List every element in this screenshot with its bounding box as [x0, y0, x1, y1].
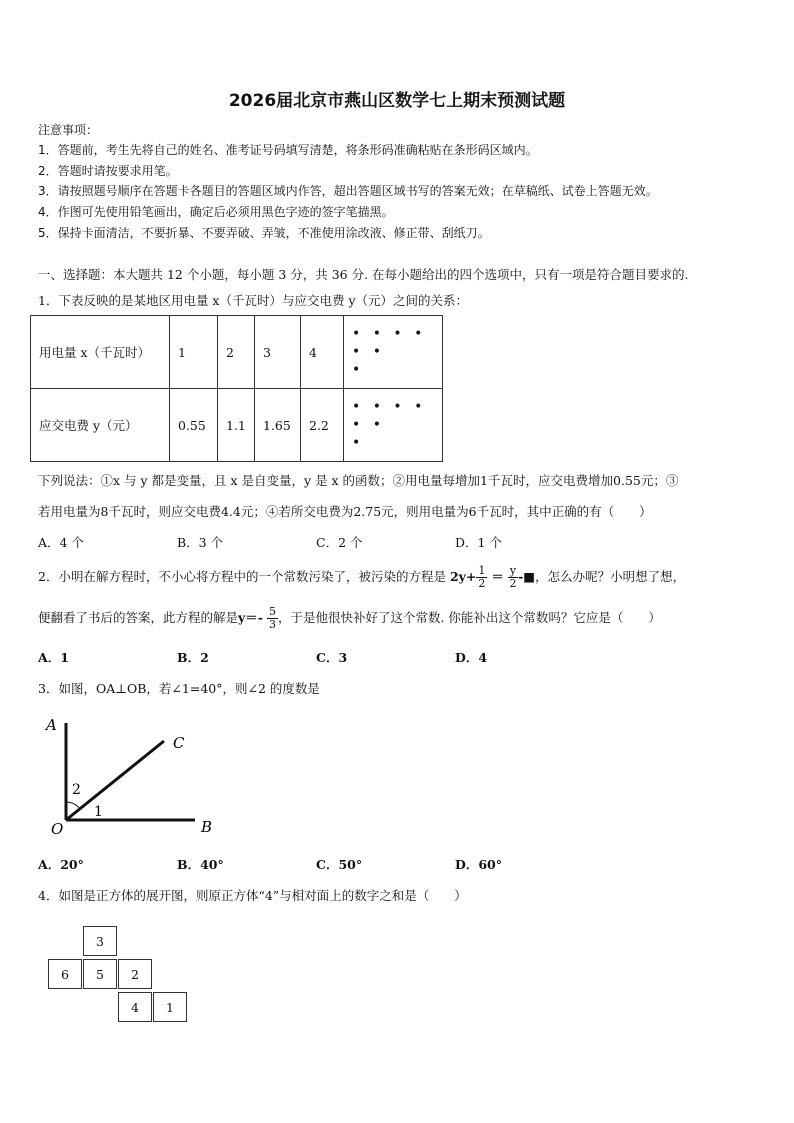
q1-option-c: C．2 个 [316, 535, 363, 550]
q1-statement-line: 下列说法：①x 与 y 都是变量，且 x 是自变量，y 是 x 的函数；②用电量每增加1千瓦时，应交电费增加0.55元；③ [38, 473, 679, 488]
notice-item: 1．答题前，考生先将自己的姓名、准考证号码填写清楚，将条形码准确粘贴在条形码区域内。 [38, 143, 538, 157]
q2-equation-right: -■ [518, 569, 536, 584]
label-angle-2: 2 [72, 782, 81, 798]
fraction: $\frac{1}{2}$ [478, 564, 486, 590]
q2-text: ，于是他很快补好了这个常数. 你能补出这个常数吗？它应是（ ） [277, 610, 661, 625]
q2-equation-left: 2y+ [449, 569, 477, 584]
q2-text: 2．小明在解方程时，不小心将方程中的一个常数污染了，被污染的方程是 [38, 569, 446, 584]
q2-equation-equals: ＝ [491, 569, 504, 584]
net-cell: 6 [48, 959, 82, 989]
q1-statement-line: 若用电量为8千瓦时，则应交电费4.4元；④若所交电费为2.75元，则用电量为6千瓦时，其中正确的有（ ） [38, 504, 652, 519]
table-cell: 1 [170, 316, 218, 389]
table-cell: 4 [301, 316, 344, 389]
notice-item: 5．保持卡面清洁，不要折暴、不要弄破、弄皱，不准使用涂改液、修正带、刮纸刀。 [38, 226, 490, 240]
q1-table [30, 315, 443, 462]
label-c: C [173, 734, 185, 752]
ellipsis: • • • • • • [352, 326, 427, 360]
net-cell: 2 [118, 959, 152, 989]
net-cell: 4 [118, 992, 152, 1022]
table-cell: 2 [218, 316, 255, 389]
q2-text: 便翻看了书后的答案，此方程的解是 [38, 610, 239, 625]
table-cell: 1.1 [218, 389, 255, 462]
section-heading: 一、选择题：本大题共 12 个小题，每小题 3 分，共 36 分. 在每小题给出的四个选项中，只有一项是符合题目要求的. [38, 267, 689, 282]
label-o: O [51, 820, 64, 838]
q2-option-a: A．1 [38, 650, 69, 665]
ellipsis: • • • • • • [352, 399, 427, 433]
q2-solution: y＝- [238, 610, 263, 625]
table-cell: 用电量 x（千瓦时） [31, 316, 170, 389]
net-cell: 3 [83, 926, 117, 956]
table-cell: 1.65 [255, 389, 301, 462]
notice-item: 2．答题时请按要求用笔。 [38, 164, 178, 178]
ray-oc [66, 741, 164, 820]
q3-stem: 3．如图，OA⊥OB，若∠1=40°，则∠2 的度数是 [38, 681, 320, 696]
q2-option-d: D．4 [455, 650, 488, 665]
label-angle-1: 1 [94, 804, 103, 820]
net-cell: 1 [153, 992, 187, 1022]
page-title: 2026届北京市燕山区数学七上期末预测试题 [228, 91, 566, 111]
label-a: A [46, 716, 57, 734]
q2-line-1 [38, 563, 685, 591]
table-row [31, 316, 443, 389]
angle-2-arc [66, 802, 80, 809]
q2-text: ，怎么办呢？小明想了想， [535, 569, 686, 584]
q2-option-c: C．3 [316, 650, 348, 665]
ellipsis: • [352, 435, 365, 451]
q1-option-a: A．4 个 [38, 535, 84, 550]
fraction: $\frac{y}{2}$ [509, 564, 517, 590]
table-row [31, 389, 443, 462]
q3-option-d: D．60° [455, 857, 502, 872]
q2-line-2 [38, 604, 661, 632]
notice-heading: 注意事项： [38, 123, 99, 137]
q1-option-b: B．3 个 [177, 535, 224, 550]
q2-option-b: B．2 [177, 650, 209, 665]
q3-option-a: A．20° [38, 857, 84, 872]
q4-stem: 4．如图是正方体的展开图，则原正方体“4”与相对面上的数字之和是（ ） [38, 888, 467, 903]
label-b: B [201, 818, 213, 836]
table-cell [344, 316, 443, 389]
fraction: $\frac{5}{3}$ [268, 605, 276, 631]
table-cell: 3 [255, 316, 301, 389]
notice-item: 4．作图可先使用铅笔画出，确定后必须用黑色字迹的签字笔描黑。 [38, 205, 394, 219]
table-cell [344, 389, 443, 462]
table-cell: 0.55 [170, 389, 218, 462]
q3-option-b: B．40° [177, 857, 224, 872]
net-cell: 5 [83, 959, 117, 989]
q1-stem: 1．下表反映的是某地区用电量 x（千瓦时）与应交电费 y（元）之间的关系： [38, 293, 469, 308]
notice-item: 3．请按照题号顺序在答题卡各题目的答题区域内作答，超出答题区域书写的答案无效；在草稿纸、试卷上答题无效。 [38, 184, 658, 198]
table-cell: 应交电费 y（元） [31, 389, 170, 462]
ellipsis: • [352, 362, 365, 378]
q3-angle-figure [40, 708, 230, 843]
table-cell: 2.2 [301, 389, 344, 462]
q1-option-d: D．1 个 [455, 535, 502, 550]
q3-option-c: C．50° [316, 857, 363, 872]
